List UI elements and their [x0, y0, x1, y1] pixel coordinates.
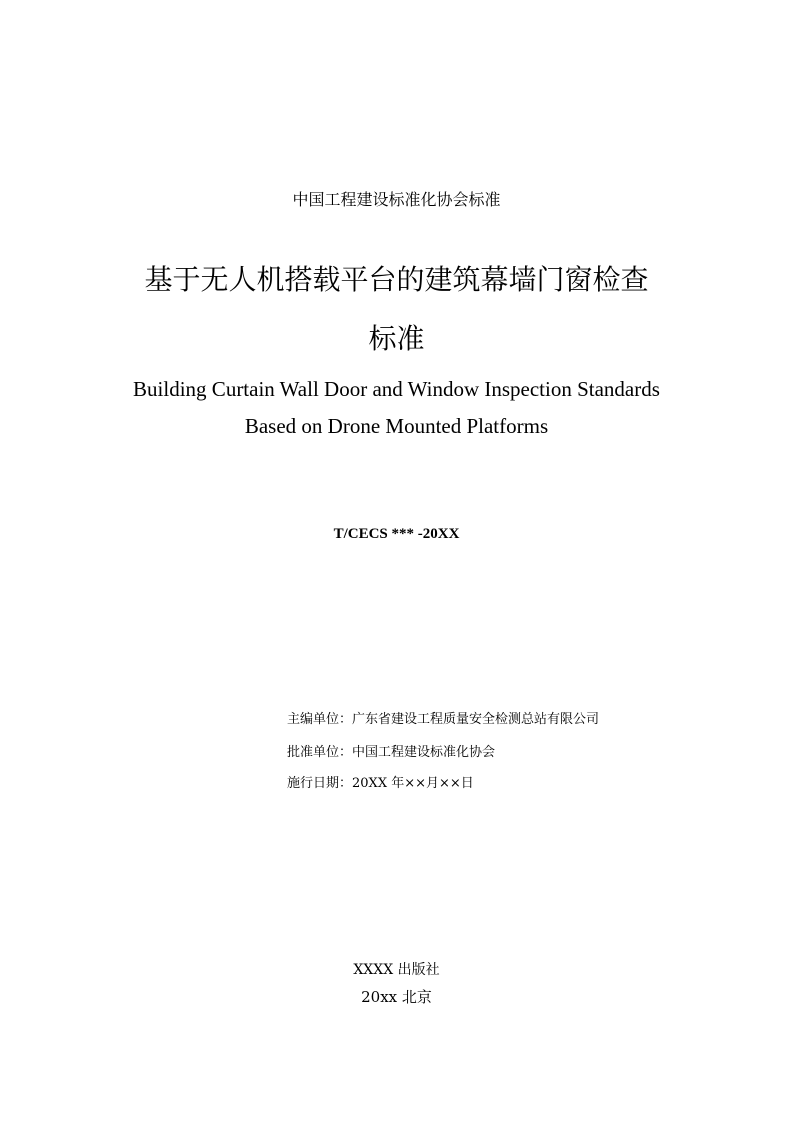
editor-unit-label: 主编单位： — [287, 712, 353, 727]
editor-unit-value: 广东省建设工程质量安全检测总站有限公司 — [352, 712, 600, 727]
title-chinese-line-1: 基于无人机搭载平台的建筑幕墙门窗检查 — [144, 263, 649, 296]
effective-date-row — [287, 775, 474, 793]
approver-unit-label: 批准单位： — [287, 745, 353, 760]
standard-code: T/CECS *** -20XX — [333, 526, 460, 542]
publisher: XXXX 出版社 — [353, 962, 440, 978]
title-chinese-line-2: 标准 — [368, 322, 425, 355]
title-english-line-2: Based on Drone Mounted Platforms — [244, 414, 549, 438]
publication-place-date: 20xx 北京 — [361, 988, 432, 1006]
title-english-line-1: Building Curtain Wall Door and Window Inspection Standards — [133, 377, 660, 401]
editor-unit-row — [287, 711, 599, 729]
effective-date-label: 施行日期： — [287, 776, 353, 791]
approver-unit-value: 中国工程建设标准化协会 — [352, 745, 496, 760]
effective-date-value: 20XX 年××月××日 — [352, 776, 474, 791]
approver-unit-row — [287, 744, 495, 762]
organization-standard-header: 中国工程建设标准化协会标准 — [292, 190, 501, 209]
